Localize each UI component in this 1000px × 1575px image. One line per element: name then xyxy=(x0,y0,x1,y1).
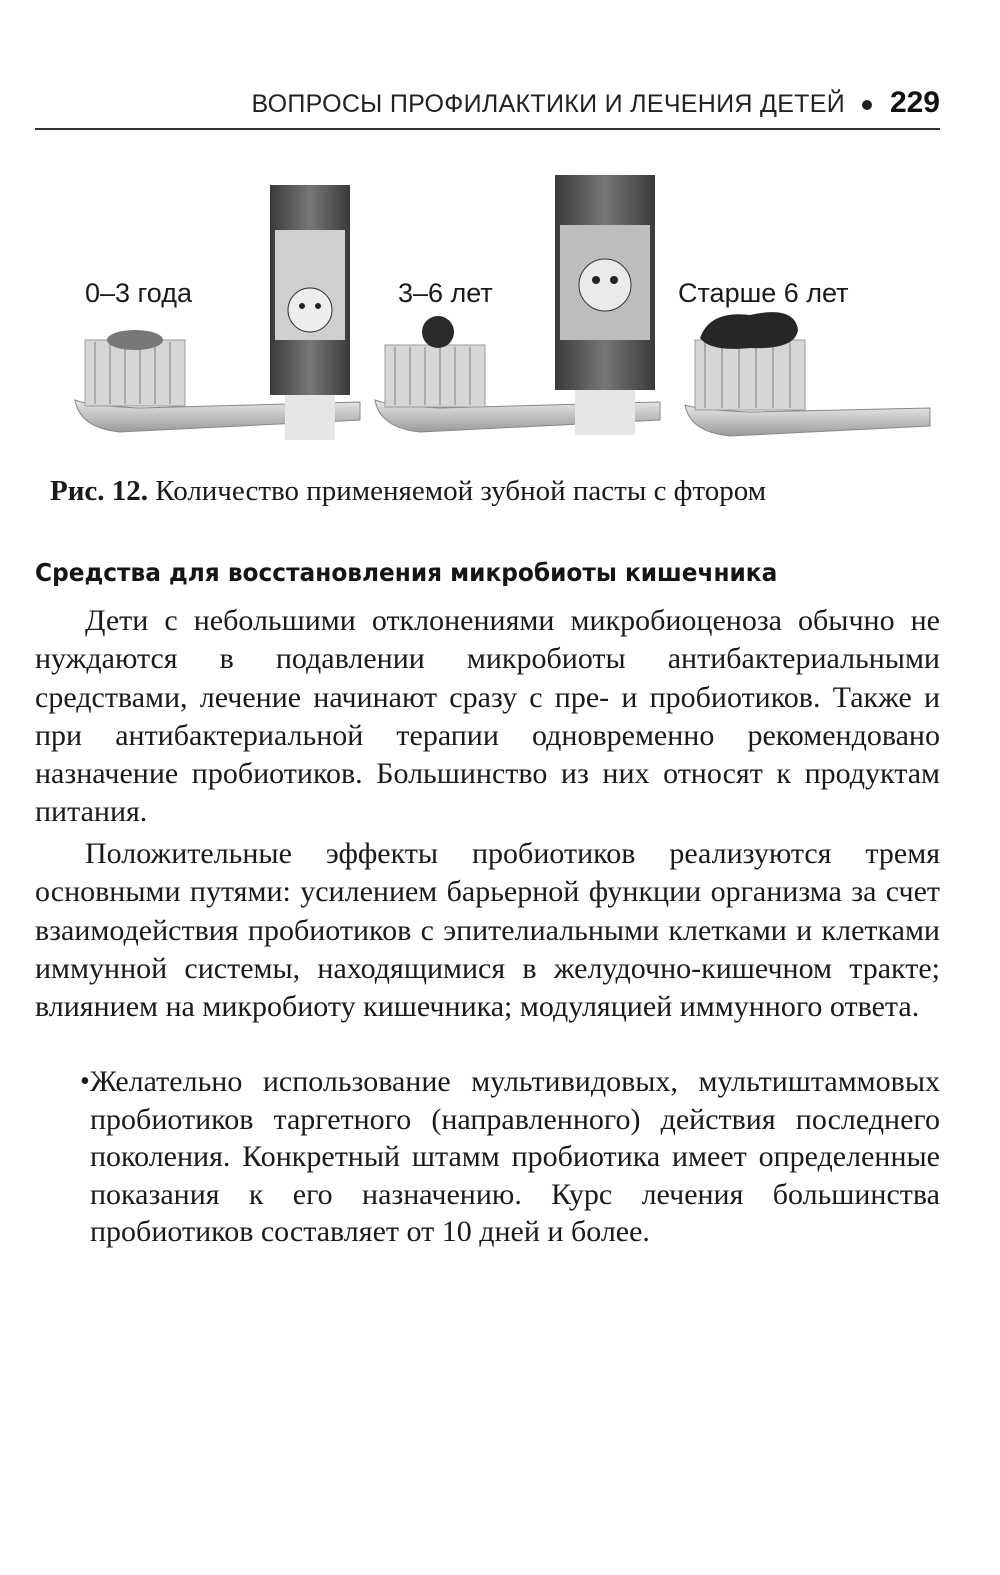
figure-label-age-6-plus: Старше 6 лет xyxy=(678,278,849,308)
figure-label-age-3-6: 3–6 лет xyxy=(398,278,493,308)
toothpaste-tube-1 xyxy=(270,185,350,440)
figure-label-age-0-3: 0–3 года xyxy=(85,278,192,308)
bullet-item xyxy=(80,1063,940,1251)
caption-text: Количество применяемой зубной пасты с фтором xyxy=(155,475,767,507)
paste-smear xyxy=(107,330,163,350)
paste-strip xyxy=(700,312,798,349)
caption-number: Рис. 12. xyxy=(50,475,149,507)
bullet-text: Желательно использование мультивидовых, мультиштаммовых пробиотиков таргетного (направленного) действия последнего поколения. Конкретный штамм пробиотика имеет определенные показания к его назначению. Курс лечения большинства пробиотиков составляет от 10 дней и более. xyxy=(90,1065,940,1248)
toothpaste-tube-2 xyxy=(555,175,655,435)
bullet-dot: • xyxy=(80,1066,90,1097)
toothbrush-large xyxy=(685,312,930,436)
running-title: ВОПРОСЫ ПРОФИЛАКТИКИ И ЛЕЧЕНИЯ ДЕТЕЙ xyxy=(251,90,845,118)
toothbrush-illustration xyxy=(60,170,940,460)
header-bullet xyxy=(862,100,872,110)
section-heading: Средства для восстановления микробиоты кишечника xyxy=(35,558,778,587)
figure-caption xyxy=(50,475,950,508)
paste-pea xyxy=(422,316,454,348)
toothpaste-figure xyxy=(60,170,940,460)
paragraph-2: Положительные эффекты пробиотиков реализуются тремя основными путями: усилением барьерной функции организма за счет взаимодействия пробиотиков с эпителиальными клетками и клетками иммунной системы, находящимися в желудочно-кишечном тракте; влиянием на микробиоту кишечника; модуляцией иммунного ответа. xyxy=(35,837,940,1024)
paragraph-1: Дети с небольшими отклонениями микробиоценоза обычно не нуждаются в подавлении микробиоты антибактериальными средствами, лечение начинают сразу с пре- и пробиотиков. Также и при антибактериальной терапии одновременно рекомендовано назначение пробиотиков. Большинство из них относят к продуктам питания. xyxy=(35,604,940,829)
running-header xyxy=(35,86,940,130)
page-number: 229 xyxy=(889,86,940,119)
